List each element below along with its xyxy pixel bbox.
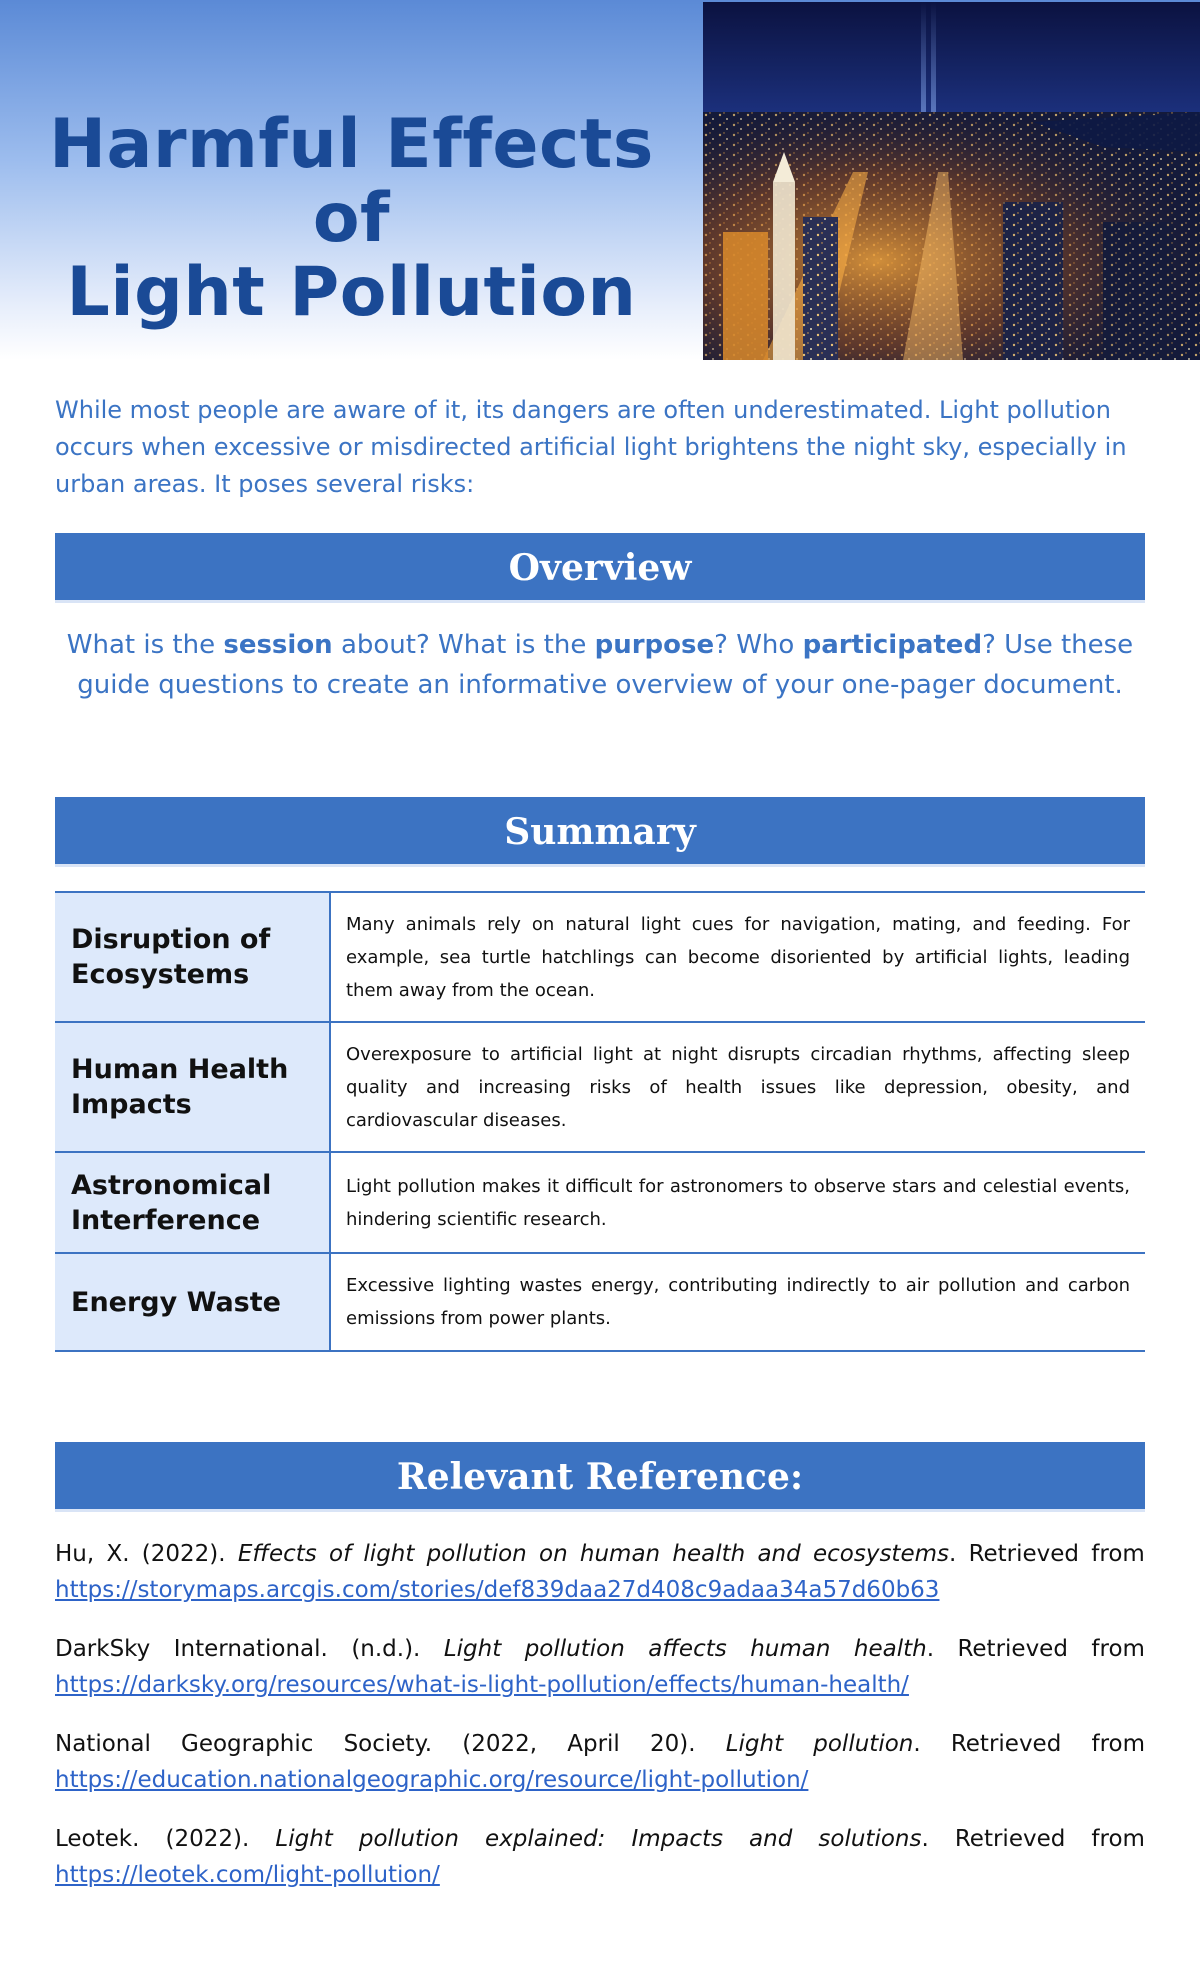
citation-title-word: human bbox=[750, 1636, 831, 1662]
citation-word: International. bbox=[173, 1636, 328, 1662]
citation-title-end: solutions. bbox=[818, 1826, 929, 1852]
overview-text-part: about? What is the bbox=[332, 630, 595, 660]
summary-row-text: Light pollution makes it difficult for astronomers to observe stars and celestial events, hindering scientific research. bbox=[330, 1152, 1145, 1253]
summary-row-title: Astronomical Interference bbox=[55, 1152, 330, 1253]
overview-text bbox=[55, 625, 1145, 705]
citation-word: from bbox=[1091, 1826, 1145, 1852]
reference-link[interactable]: https://education.nationalgeographic.org/resource/light-pollution/ bbox=[55, 1767, 809, 1793]
citation-title-word: Light bbox=[725, 1731, 784, 1757]
overview-heading: Overview bbox=[55, 533, 1145, 603]
summary-row-text: Overexposure to artificial light at night disrupts circadian rhythms, affecting sleep quality and increasing risks of health issues like depression, obesity, and cardiovascular diseases. bbox=[330, 1022, 1145, 1152]
citation-word: from bbox=[1091, 1541, 1145, 1567]
summary-row-text: Excessive lighting wastes energy, contributing indirectly to air pollution and carbon emissions from power plants. bbox=[330, 1253, 1145, 1351]
reference-item bbox=[55, 1726, 1145, 1798]
overview-text-part: What is the bbox=[66, 630, 224, 660]
city-night-photo bbox=[703, 2, 1200, 360]
citation-title-word: on bbox=[539, 1541, 568, 1567]
citation-word: DarkSky bbox=[55, 1636, 151, 1662]
summary-row-title: Energy Waste bbox=[55, 1253, 330, 1351]
citation-title-word: health bbox=[672, 1541, 746, 1567]
table-row bbox=[55, 1152, 1145, 1253]
citation-title-end: health. bbox=[853, 1636, 934, 1662]
citation-title-word: ecosystems bbox=[812, 1541, 949, 1567]
citation-word: from bbox=[1091, 1731, 1145, 1757]
reference-link[interactable]: https://leotek.com/light-pollution/ bbox=[55, 1862, 440, 1888]
citation-word: (2022). bbox=[165, 1826, 250, 1852]
citation-word: Retrieved bbox=[968, 1541, 1080, 1567]
references-heading: Relevant Reference: bbox=[55, 1442, 1145, 1512]
citation-title-word: Impacts bbox=[631, 1826, 723, 1852]
reference-item bbox=[55, 1536, 1145, 1608]
overview-keyword-purpose: purpose bbox=[594, 630, 715, 660]
citation-word: Geographic bbox=[181, 1731, 314, 1757]
summary-row-text: Many animals rely on natural light cues for navigation, mating, and feeding. For example, sea turtle hatchlings can become disoriented by artificial lights, leading them away from the ocean. bbox=[330, 892, 1145, 1022]
citation-title-word: pollution bbox=[426, 1541, 527, 1567]
citation-word: (2022, bbox=[462, 1731, 538, 1757]
citation-title-end: pollution. bbox=[813, 1731, 921, 1757]
citation-title-word: affects bbox=[648, 1636, 727, 1662]
reference-citation bbox=[55, 1536, 1145, 1572]
page-title-line2: Light Pollution bbox=[66, 253, 637, 332]
reference-item bbox=[55, 1631, 1145, 1703]
summary-row-title: Disruption of Ecosystems bbox=[55, 892, 330, 1022]
summary-table bbox=[55, 891, 1145, 1352]
summary-row-title: Human Health Impacts bbox=[55, 1022, 330, 1152]
overview-text-part: ? Use these guide questions to create an informative overview of your one-pager document. bbox=[77, 630, 1134, 700]
overview-text-part: ? Who bbox=[714, 630, 803, 660]
page-title bbox=[0, 105, 703, 332]
citation-word: Retrieved bbox=[957, 1636, 1068, 1662]
citation-word: (2022). bbox=[141, 1541, 226, 1567]
citation-title-word: explained: bbox=[485, 1826, 606, 1852]
reference-citation bbox=[55, 1726, 1145, 1762]
citation-word: Retrieved bbox=[950, 1731, 1062, 1757]
citation-title-end: ecosystems. bbox=[812, 1541, 957, 1567]
citation-title-word: light bbox=[363, 1541, 415, 1567]
citation-title-word: of bbox=[329, 1541, 352, 1567]
table-row bbox=[55, 1253, 1145, 1351]
table-row bbox=[55, 1022, 1145, 1152]
citation-word: from bbox=[1091, 1636, 1145, 1662]
citation-title-word: pollution bbox=[358, 1826, 459, 1852]
intro-paragraph: While most people are aware of it, its dangers are often underestimated. Light pollution occurs when excessive or misdirected artificial light brightens the night sky, especially in urban areas. It poses several risks: bbox=[55, 396, 1127, 498]
table-row bbox=[55, 892, 1145, 1022]
reference-citation bbox=[55, 1631, 1145, 1667]
citation-word: X. bbox=[106, 1541, 130, 1567]
page-title-line1: Harmful Effects of bbox=[49, 105, 654, 258]
citation-title-word: Light bbox=[275, 1826, 333, 1852]
reference-item bbox=[55, 1821, 1145, 1893]
reference-citation bbox=[55, 1821, 1145, 1857]
citation-title-word: and bbox=[749, 1826, 793, 1852]
reference-link[interactable]: https://storymaps.arcgis.com/stories/def839daa27d408c9adaa34a57d60b63 bbox=[55, 1577, 940, 1603]
citation-word: April bbox=[567, 1731, 620, 1757]
citation-word: Leotek. bbox=[55, 1826, 140, 1852]
citation-word: (n.d.). bbox=[351, 1636, 421, 1662]
citation-title-word: pollution bbox=[813, 1731, 914, 1757]
overview-keyword-session: session bbox=[223, 630, 333, 660]
citation-title-word: and bbox=[757, 1541, 801, 1567]
citation-word: Hu, bbox=[55, 1541, 95, 1567]
citation-word: Retrieved bbox=[954, 1826, 1066, 1852]
citation-word: 20). bbox=[649, 1731, 696, 1757]
citation-title-word: Effects bbox=[237, 1541, 317, 1567]
citation-title-word: human bbox=[579, 1541, 661, 1567]
citation-word: National bbox=[55, 1731, 151, 1757]
overview-keyword-participated: participated bbox=[802, 630, 983, 660]
citation-title-word: solutions bbox=[818, 1826, 922, 1852]
citation-title-word: health bbox=[853, 1636, 927, 1662]
citation-title-word: pollution bbox=[524, 1636, 625, 1662]
summary-heading: Summary bbox=[55, 797, 1145, 867]
citation-word: Society. bbox=[343, 1731, 433, 1757]
reference-link[interactable]: https://darksky.org/resources/what-is-light-pollution/effects/human-health/ bbox=[55, 1672, 909, 1698]
citation-title-word: Light bbox=[443, 1636, 502, 1662]
